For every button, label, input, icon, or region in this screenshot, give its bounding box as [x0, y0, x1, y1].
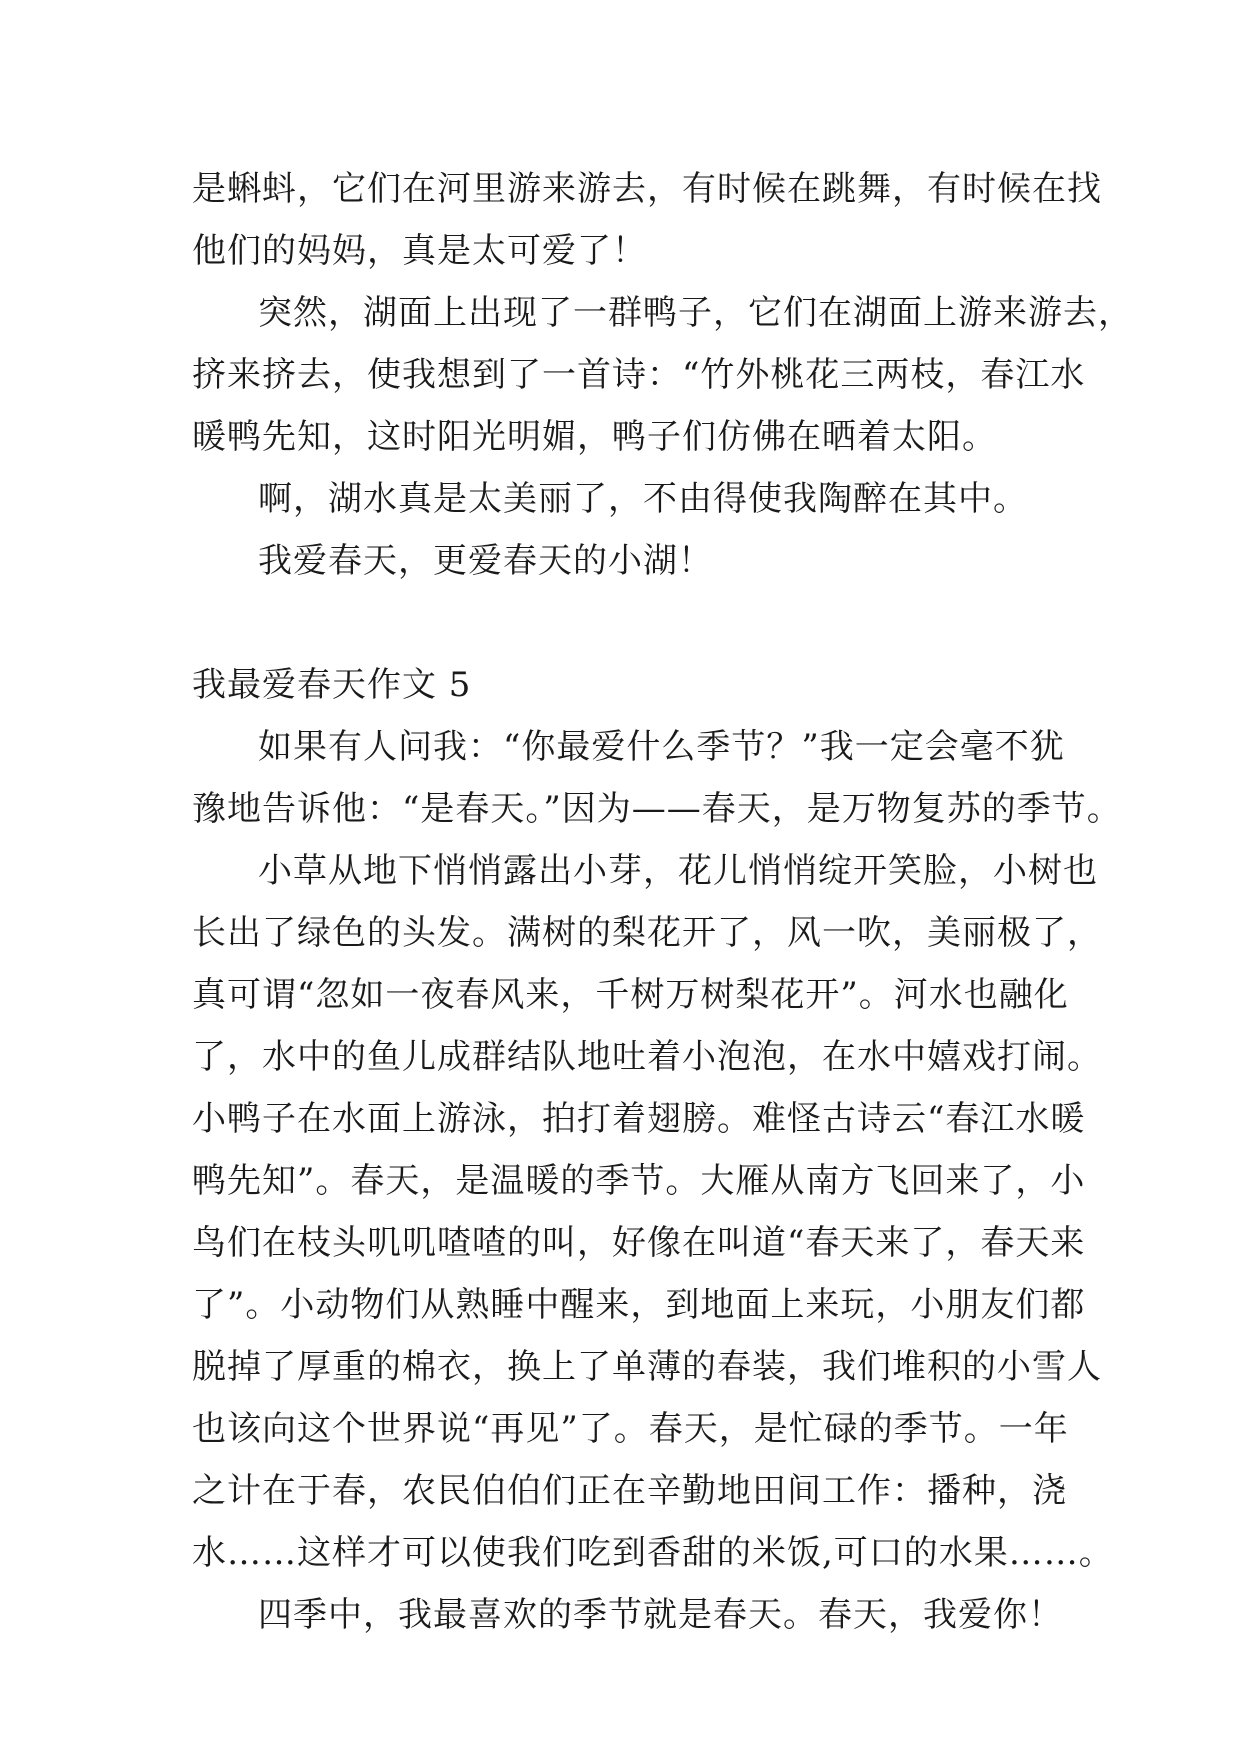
essay-title: 我最爱春天作文 5: [192, 665, 472, 705]
paragraph-line: 鸟们在枝头叽叽喳喳的叫，好像在叫道“春天来了，春天来: [192, 1223, 1086, 1263]
paragraph-line: 也该向这个世界说“再见”了。春天，是忙碌的季节。一年: [192, 1409, 1069, 1449]
paragraph-line: 脱掉了厚重的棉衣，换上了单薄的春装，我们堆积的小雪人: [192, 1347, 1102, 1387]
paragraph-line: 啊，湖水真是太美丽了，不由得使我陶醉在其中。: [258, 479, 1028, 519]
section-gap: [192, 592, 1052, 654]
paragraph-line: 鸭先知”。春天，是温暖的季节。大雁从南方飞回来了，小: [192, 1161, 1086, 1201]
paragraph-line: 如果有人问我：“你最爱什么季节？”我一定会毫不犹: [258, 727, 1065, 767]
paragraph-line: 了，水中的鱼儿成群结队地吐着小泡泡，在水中嬉戏打闹。: [192, 1037, 1102, 1077]
paragraph-line: 突然，湖面上出现了一群鸭子，它们在湖面上游来游去，: [258, 293, 1133, 333]
paragraph-line: 小草从地下悄悄露出小芽，花儿悄悄绽开笑脸，小树也: [258, 851, 1098, 891]
paragraph-line: 小鸭子在水面上游泳，拍打着翅膀。难怪古诗云“春江水暖: [192, 1099, 1086, 1139]
paragraph-line: 挤来挤去，使我想到了一首诗：“竹外桃花三两枝，春江水: [192, 355, 1086, 395]
paragraph-line: 四季中，我最喜欢的季节就是春天。春天，我爱你！: [258, 1595, 1063, 1635]
paragraph-line: 真可谓“忽如一夜春风来，千树万树梨花开”。河水也融化: [192, 975, 1069, 1015]
paragraph-line: 水……这样才可以使我们吃到香甜的米饭,可口的水果……。: [192, 1533, 1114, 1573]
paragraph-line: 是蝌蚪，它们在河里游来游去，有时候在跳舞，有时候在找: [192, 169, 1102, 209]
paragraph-line: 我爱春天，更爱春天的小湖！: [258, 541, 713, 581]
paragraph-line: 长出了绿色的头发。满树的梨花开了，风一吹，美丽极了，: [192, 913, 1102, 953]
paragraph-line: 之计在于春，农民伯伯们正在辛勤地田间工作：播种，浇: [192, 1471, 1067, 1511]
document-page: [192, 158, 1133, 1646]
paragraph-line: 了”。小动物们从熟睡中醒来，到地面上来玩，小朋友们都: [192, 1285, 1086, 1325]
paragraph-line: 他们的妈妈，真是太可爱了！: [192, 231, 647, 271]
paragraph-line: 暖鸭先知，这时阳光明媚，鸭子们仿佛在晒着太阳。: [192, 417, 997, 457]
paragraph-line: 豫地告诉他：“是春天。”因为——春天，是万物复苏的季节。: [192, 789, 1122, 829]
